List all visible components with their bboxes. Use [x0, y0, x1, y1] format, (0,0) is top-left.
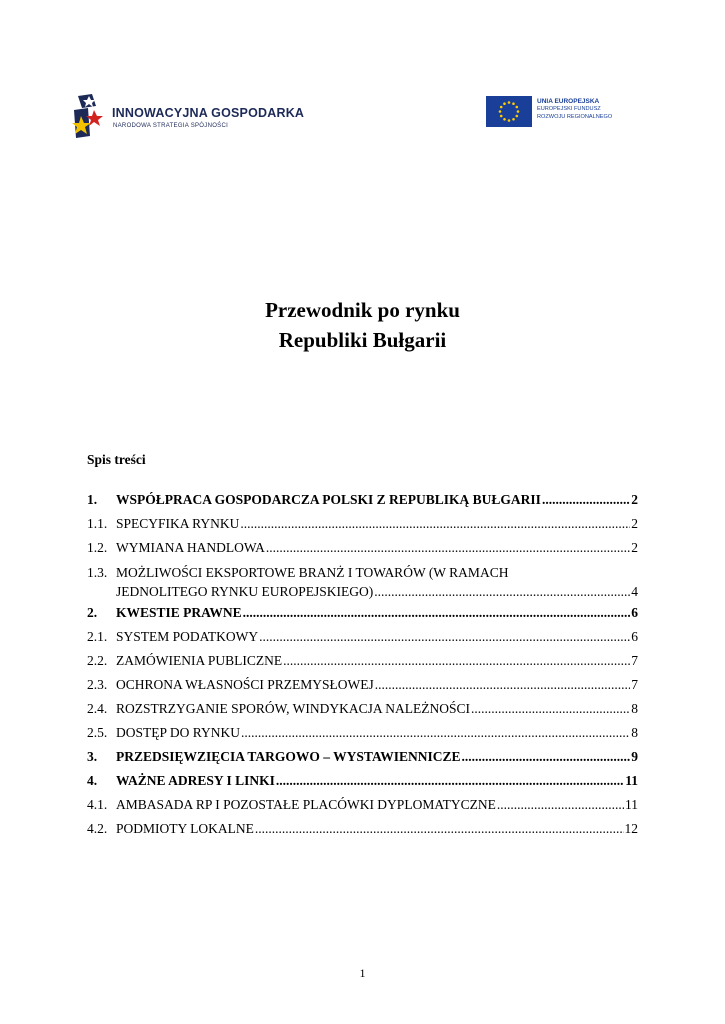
toc-entry-number: 2.5. [87, 725, 108, 740]
toc-entry-page: 7 [631, 653, 638, 668]
eu-star-icon [508, 119, 511, 122]
eu-star-icon [503, 118, 506, 121]
page-number: 1 [359, 966, 366, 980]
toc-entry-number: 2. [87, 605, 98, 620]
eu-star-icon [500, 115, 503, 118]
eu-title: UNIA EUROPEJSKA [537, 98, 600, 105]
eu-star-icon [512, 102, 515, 105]
toc-entry-text: SYSTEM PODATKOWY [116, 629, 259, 644]
toc-entry-text: AMBASADA RP I POZOSTAŁE PLACÓWKI DYPLOMATYCZNE [116, 797, 496, 812]
innowacyjna-gospodarka-logo [72, 90, 305, 142]
toc-entry-page: 2 [631, 540, 638, 555]
eu-star-icon [515, 115, 518, 118]
document-title-line2: Republiki Bułgarii [278, 328, 447, 352]
toc-entry-number: 2.2. [87, 653, 108, 668]
toc-entry-number: 2.1. [87, 629, 108, 644]
toc-entry-text: PODMIOTY LOKALNE [116, 821, 254, 836]
eu-fund-line2: ROZWOJU REGIONALNEGO [537, 113, 613, 120]
toc-entry-text: ROZSTRZYGANIE SPORÓW, WINDYKACJA NALEŻNOŚCI [116, 701, 471, 716]
toc-leader-dots [259, 627, 630, 646]
toc-leader-dots [266, 538, 630, 557]
eu-star-icon [512, 118, 515, 121]
toc-entry-number: 1.3. [87, 565, 108, 580]
toc-entry-text: JEDNOLITEGO RYNKU EUROPEJSKIEGO) [116, 584, 374, 599]
toc-leader-dots [375, 675, 630, 694]
toc-entry-page: 2 [631, 492, 638, 507]
toc-entry-text: WYMIANA HANDLOWA [116, 540, 265, 555]
eu-star-icon [503, 102, 506, 105]
toc-leader-dots [471, 699, 630, 718]
toc-entry-number: 4.1. [87, 797, 108, 812]
toc-entry-page: 12 [624, 821, 638, 836]
toc-leader-dots [243, 603, 631, 622]
toc-entry-page: 4 [631, 584, 638, 599]
toc-entry-number: 2.4. [87, 701, 108, 716]
toc-entry-text: ZAMÓWIENIA PUBLICZNE [116, 653, 283, 668]
eu-star-icon [499, 110, 502, 113]
eu-text-block [537, 97, 612, 121]
logo-tagline: NARODOWA STRATEGIA SPÓJNOŚCI [113, 123, 229, 129]
eu-star-icon [515, 106, 518, 109]
toc-entry-number: 1.2. [87, 540, 108, 555]
toc-entry-page: 9 [631, 749, 638, 764]
toc-entry-page: 8 [631, 701, 638, 716]
toc-entry-text: OCHRONA WŁASNOŚCI PRZEMYSŁOWEJ [116, 677, 374, 692]
toc-entry-number: 4.2. [87, 821, 108, 836]
toc-entry-page: 7 [631, 677, 638, 692]
toc-entry-number: 4. [87, 773, 98, 788]
eu-star-icon [508, 101, 511, 104]
toc-entry-text: SPECYFIKA RYNKU [116, 516, 240, 531]
eu-flag-icon [486, 96, 532, 127]
toc-entry-number: 2.3. [87, 677, 108, 692]
toc-leader-dots [497, 795, 624, 814]
toc-heading: Spis treści [87, 452, 146, 467]
toc-leader-dots [276, 771, 624, 790]
toc-entry-page: 6 [631, 629, 638, 644]
toc-entry-page: 2 [631, 516, 638, 531]
toc-leader-dots [240, 514, 630, 533]
eu-star-icon [517, 110, 520, 113]
toc-entry-number: 1. [87, 492, 98, 507]
toc-leader-dots [241, 723, 630, 742]
toc-entry-text-line1: MOŻLIWOŚCI EKSPORTOWE BRANŻ I TOWARÓW (W RAMACH [116, 565, 509, 580]
toc-entry-text: DOSTĘP DO RYNKU [116, 725, 241, 740]
star-emblem-icon [72, 92, 106, 142]
document-title-line1: Przewodnik po rynku [265, 298, 460, 322]
toc-entry-text: WAŻNE ADRESY I LINKI [116, 773, 275, 788]
toc-leader-dots [374, 582, 630, 601]
toc-entry-page: 6 [631, 605, 638, 620]
toc-entry-page: 11 [625, 773, 638, 788]
toc-entry-page: 8 [631, 725, 638, 740]
eu-logo [486, 96, 646, 130]
toc-leader-dots [461, 747, 630, 766]
toc-leader-dots [283, 651, 630, 670]
toc-leader-dots [255, 819, 624, 838]
toc-entry-text: KWESTIE PRAWNE [116, 605, 242, 620]
toc-entry-text: PRZEDSIĘWZIĘCIA TARGOWO – WYSTAWIENNICZE [116, 749, 461, 764]
toc-entry-text: WSPÓŁPRACA GOSPODARCZA POLSKI Z REPUBLIKĄ BUŁGARII [116, 492, 541, 507]
toc-entry-page: 11 [625, 797, 638, 812]
toc-entry-number: 3. [87, 749, 98, 764]
toc-entry-number: 1.1. [87, 516, 108, 531]
eu-star-icon [500, 106, 503, 109]
logo-brand-name: INNOWACYJNA GOSPODARKA [112, 106, 305, 120]
toc-leader-dots [542, 490, 630, 509]
eu-fund-line1: EUROPEJSKI FUNDUSZ [537, 106, 601, 112]
